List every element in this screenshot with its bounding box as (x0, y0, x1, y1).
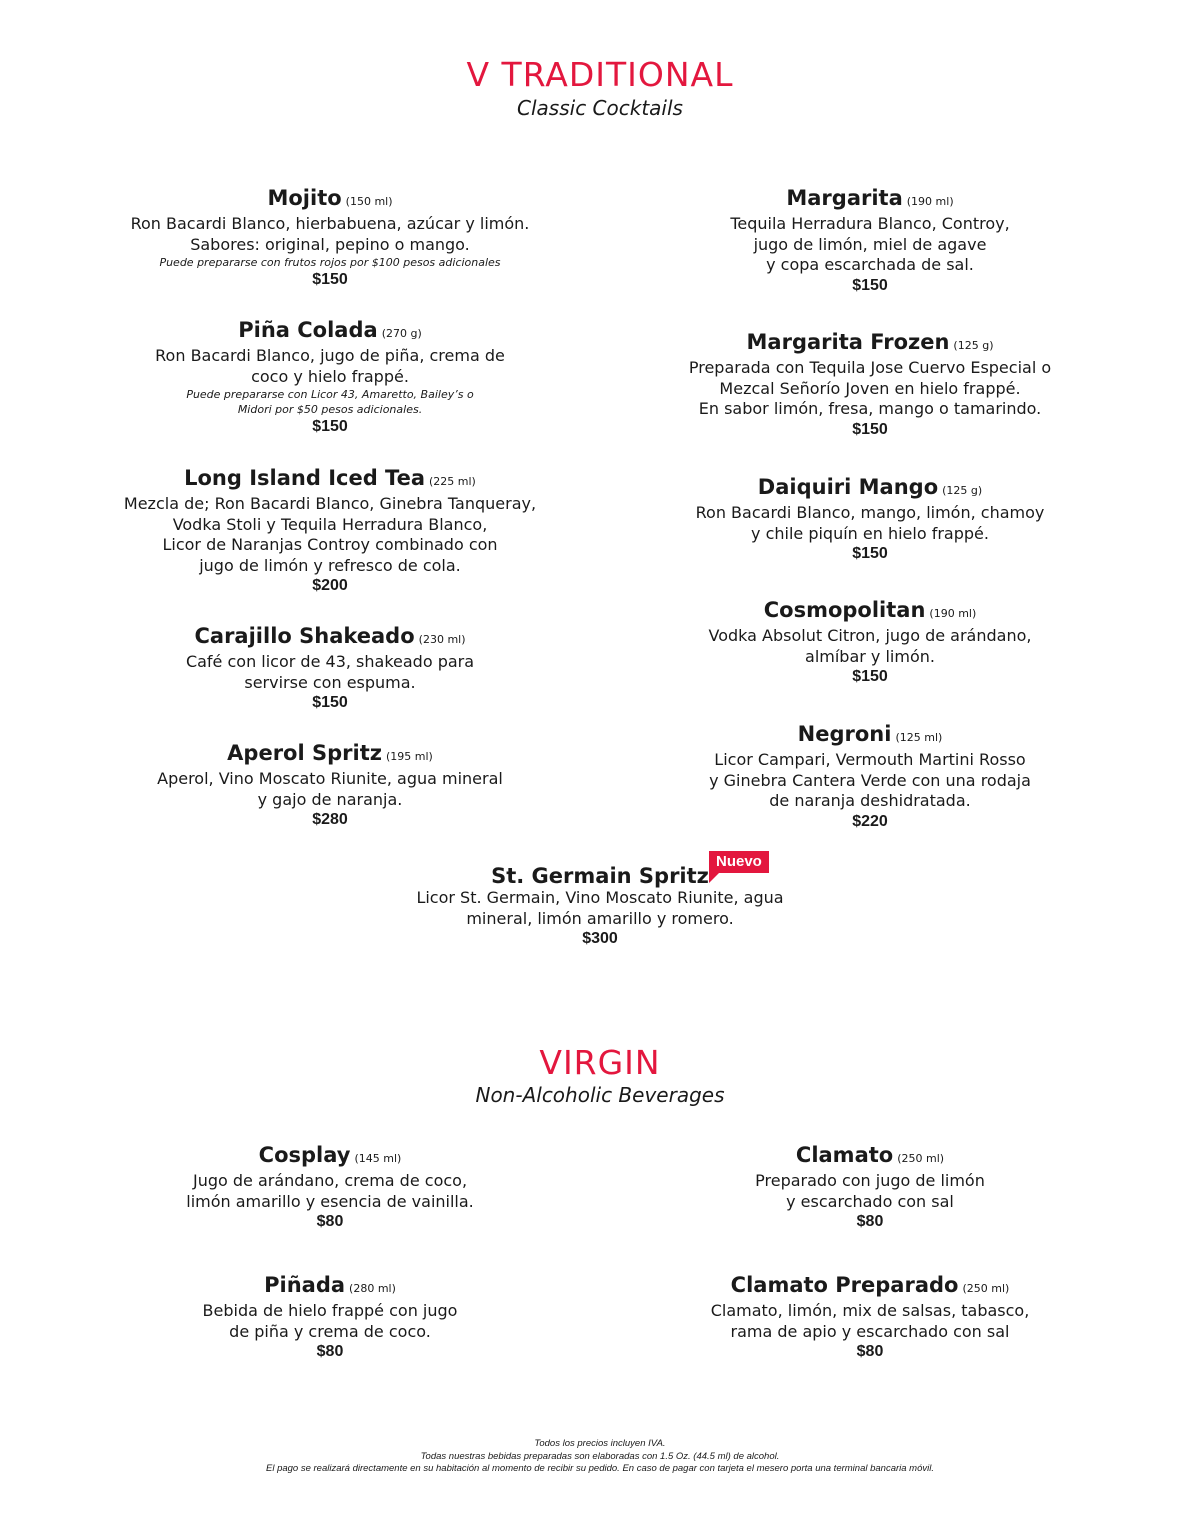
item-desc-line: Preparado con jugo de limón (755, 1171, 985, 1190)
item-size: (195 ml) (385, 750, 433, 763)
item-desc-line: Preparada con Tequila Jose Cuervo Especial o (688, 358, 1052, 377)
menu-item-cosplay (80, 1143, 580, 1233)
item-name: Cosplay (258, 1143, 351, 1167)
item-size: (280 ml) (349, 1282, 396, 1295)
menu-item-clamato (620, 1143, 1120, 1233)
traditional-subtitle: Classic Cocktails (517, 96, 683, 120)
item-desc-line: de piña y crema de coco. (229, 1321, 431, 1341)
item-desc-line: Licor Campari, Vermouth Martini Rosso (714, 750, 1026, 769)
item-price: $280 (312, 811, 348, 828)
footer-line: Todas nuestras bebidas preparadas son elaboradas con 1.5 Oz. (44.5 ml) de alcohol. (420, 1450, 780, 1462)
item-note: Midori por $50 pesos adicionales. (237, 403, 423, 416)
item-price: $150 (312, 418, 348, 435)
item-name: Margarita (786, 186, 903, 210)
item-size: (150 ml) (345, 195, 393, 208)
item-desc-line: Mezcla de; Ron Bacardi Blanco, Ginebra Tanqueray, (123, 494, 537, 513)
item-price: $150 (852, 276, 888, 294)
footer-notes (0, 1438, 1200, 1476)
item-desc-line: Licor de Naranjas Controy combinado con (162, 535, 498, 554)
item-desc-line: Ron Bacardi Blanco, mango, limón, chamoy (695, 503, 1045, 522)
menu-item-clamato-preparado (620, 1273, 1120, 1363)
item-desc-line: y Ginebra Cantera Verde con una rodaja (709, 770, 1031, 790)
item-size: (190 ml) (906, 195, 954, 208)
item-name: Carajillo Shakeado (194, 624, 415, 648)
menu-item-carajillo-shakeado (80, 624, 580, 714)
item-price: $150 (852, 420, 888, 438)
item-name: Aperol Spritz (227, 741, 382, 765)
item-size: (250 ml) (962, 1282, 1010, 1295)
item-desc-line: y escarchado con sal (786, 1191, 954, 1211)
item-size: (125 ml) (895, 731, 943, 744)
menu-item-cosmopolitan (620, 598, 1120, 688)
item-size: (125 g) (953, 339, 994, 352)
menu-item-mojito (80, 186, 580, 291)
item-desc-line: Vodka Absolut Citron, jugo de arándano, (708, 626, 1032, 645)
item-price: $150 (852, 668, 888, 685)
menu-item-pinada (80, 1273, 580, 1363)
item-desc-line: Licor St. Germain, Vino Moscato Riunite, agua (416, 888, 784, 907)
item-desc-line: Mezcal Señorío Joven en hielo frappé. (719, 378, 1021, 398)
menu-item-st-germain-spritz (350, 864, 850, 950)
item-size: (270 g) (381, 327, 422, 340)
virgin-title: VIRGIN (539, 1043, 661, 1082)
item-desc-line: servirse con espuma. (244, 672, 416, 692)
menu-item-pina-colada (80, 318, 580, 438)
item-desc-line: limón amarillo y esencia de vainilla. (186, 1191, 474, 1211)
item-size: (230 ml) (418, 633, 466, 646)
item-desc-line: Vodka Stoli y Tequila Herradura Blanco, (172, 514, 488, 534)
item-desc-line: y copa escarchada de sal. (766, 255, 974, 274)
item-price: $80 (856, 1213, 884, 1230)
item-desc-line: Tequila Herradura Blanco, Controy, (730, 214, 1010, 233)
item-desc-line: Café con licor de 43, shakeado para (185, 652, 475, 671)
menu-item-margarita-frozen (620, 330, 1120, 440)
item-desc-line: jugo de limón, miel de agave (753, 234, 987, 254)
item-price: $150 (852, 545, 888, 562)
item-desc-line: Ron Bacardi Blanco, hierbabuena, azúcar y limón. (130, 214, 530, 233)
item-desc-line: y gajo de naranja. (257, 789, 403, 809)
item-desc-line: mineral, limón amarillo y romero. (466, 908, 734, 928)
item-name: Mojito (267, 186, 342, 210)
item-name: Margarita Frozen (746, 330, 950, 354)
item-price: $200 (312, 577, 348, 594)
menu-item-margarita (620, 186, 1120, 296)
item-name: Piña Colada (238, 318, 378, 342)
item-note: Puede prepararse con Licor 43, Amaretto, Bailey’s o (186, 388, 474, 401)
item-name: St. Germain Spritz (491, 864, 709, 888)
item-size: (225 ml) (429, 475, 476, 488)
item-price: $80 (316, 1343, 344, 1360)
item-desc-line: jugo de limón y refresco de cola. (199, 555, 461, 575)
traditional-title: V TRADITIONAL (466, 55, 734, 94)
menu-item-long-island-iced-tea (80, 466, 580, 597)
item-desc-line: Sabores: original, pepino o mango. (190, 234, 470, 254)
virgin-subtitle: Non-Alcoholic Beverages (475, 1083, 725, 1107)
item-name: Clamato (795, 1143, 894, 1167)
item-size: (125 g) (942, 484, 983, 497)
item-name: Cosmopolitan (763, 598, 926, 622)
item-desc-line: En sabor limón, fresa, mango o tamarindo. (698, 399, 1042, 418)
item-name: Negroni (797, 722, 892, 746)
item-name: Daiquiri Mango (757, 475, 939, 499)
item-desc-line: Clamato, limón, mix de salsas, tabasco, (710, 1301, 1030, 1320)
footer-line: El pago se realizará directamente en su habitación al momento de recibir su pedido. En caso de pagar con tarjeta el mesero porta una terminal bancaria móvil. (265, 1463, 934, 1474)
item-desc-line: y chile piquín en hielo frappé. (751, 523, 989, 543)
item-price: $80 (856, 1343, 884, 1360)
item-size: (250 ml) (897, 1152, 945, 1165)
item-note: Puede prepararse con frutos rojos por $100 pesos adicionales (159, 256, 501, 269)
item-desc-line: Jugo de arándano, crema de coco, (192, 1171, 468, 1190)
item-price: $80 (316, 1213, 344, 1230)
menu-item-negroni (620, 722, 1120, 832)
item-name: Clamato Preparado (730, 1273, 959, 1297)
item-desc-line: coco y hielo frappé. (251, 366, 409, 386)
item-desc-line: Bebida de hielo frappé con jugo (202, 1301, 458, 1320)
menu-item-daiquiri-mango (620, 475, 1120, 565)
item-desc-line: de naranja deshidratada. (769, 791, 971, 810)
item-name: Long Island Iced Tea (184, 466, 425, 490)
item-size: (145 ml) (354, 1152, 402, 1165)
item-desc-line: Ron Bacardi Blanco, jugo de piña, crema de (155, 346, 505, 365)
item-price: $150 (312, 271, 348, 288)
item-price: $150 (312, 694, 348, 711)
item-size: (190 ml) (929, 607, 977, 620)
new-badge: Nuevo (709, 851, 769, 873)
item-name: Piñada (264, 1273, 346, 1297)
item-desc-line: Aperol, Vino Moscato Riunite, agua mineral (157, 769, 503, 788)
footer-line: Todos los precios incluyen IVA. (534, 1438, 666, 1449)
item-price: $300 (582, 930, 618, 947)
new-badge-tail-shape (709, 873, 719, 883)
menu-item-aperol-spritz (80, 741, 580, 831)
item-price: $220 (852, 812, 888, 830)
item-desc-line: rama de apio y escarchado con sal (730, 1321, 1010, 1341)
item-desc-line: almíbar y limón. (805, 646, 935, 666)
